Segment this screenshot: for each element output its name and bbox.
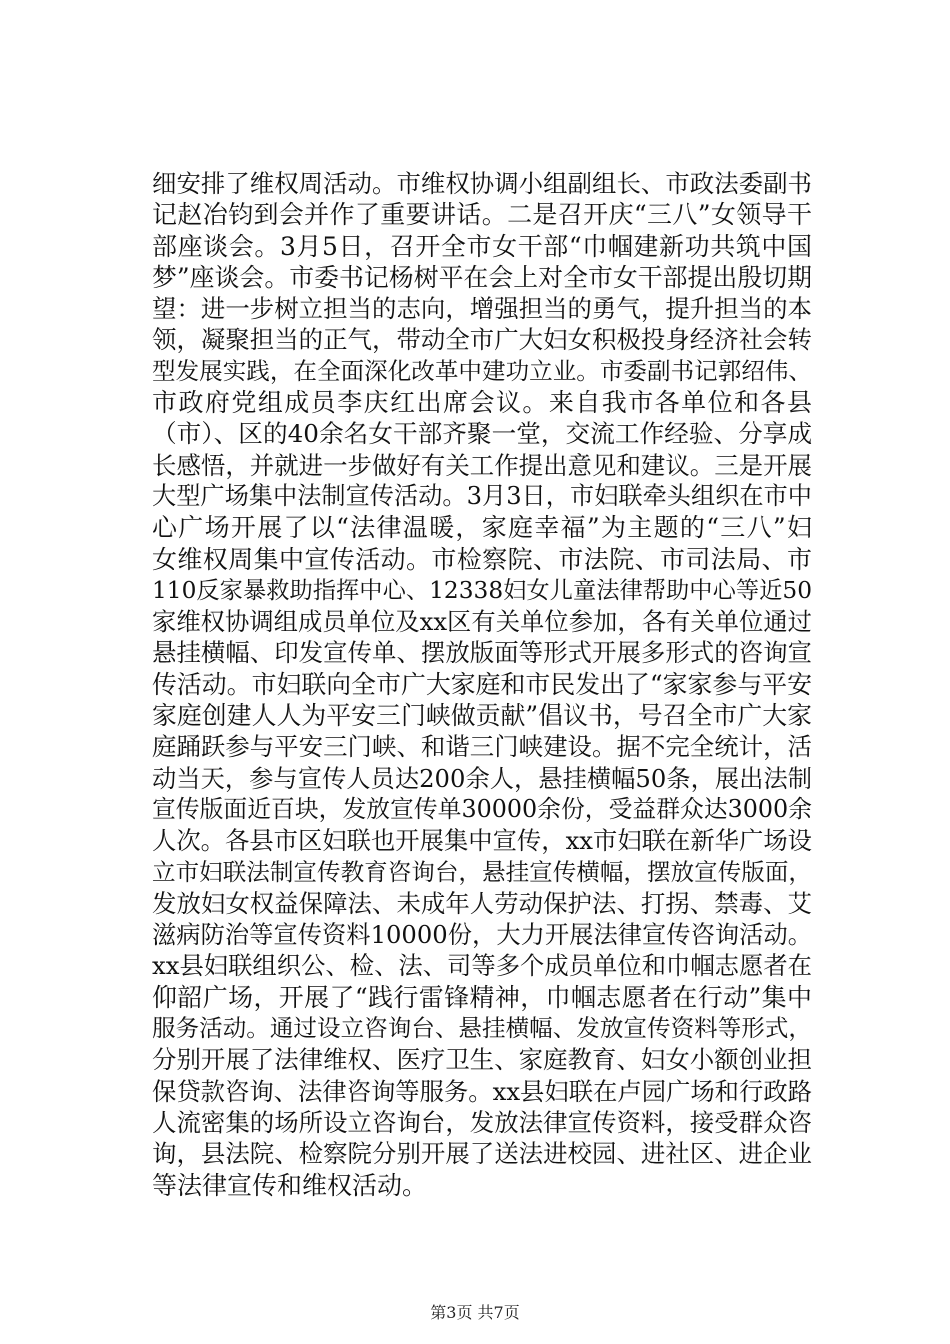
text-line: 人流密集的场所设立咨询台，发放法律宣传资料，接受群众咨 [152, 1107, 812, 1137]
text-line: 心广场开展了以“法律温暖，家庭幸福”为主题的“三八”妇 [152, 513, 812, 543]
text-line: 询，县法院、检察院分别开展了送法进校园、进社区、进企业 [152, 1139, 812, 1169]
text-line: 细安排了维权周活动。市维权协调小组副组长、市政法委副书 [152, 169, 812, 198]
text-line: xx县妇联组织公、检、法、司等多个成员单位和巾帼志愿者在 [152, 951, 812, 981]
text-line: 女维权周集中宣传活动。市检察院、市法院、市司法局、市 [152, 544, 812, 574]
text-line: 服务活动。通过设立咨询台、悬挂横幅、发放宣传资料等形式， [152, 1014, 812, 1043]
text-line: 市政府党组成员李庆红出席会议。来自我市各单位和各县 [152, 388, 812, 418]
text-line: 记赵冶钧到会并作了重要讲话。二是召开庆“三八”女领导干 [152, 200, 812, 230]
text-line: 型发展实践，在全面深化改革中建功立业。市委副书记郭绍伟、 [152, 356, 812, 385]
text-line: 悬挂横幅、印发宣传单、摆放版面等形式开展多形式的咨询宣 [152, 638, 812, 668]
text-line: 领，凝聚担当的正气，带动全市广大妇女积极投身经济社会转 [152, 325, 812, 355]
text-line: 发放妇女权益保障法、未成年人劳动保护法、打拐、禁毒、艾 [152, 888, 812, 918]
text-line: 梦”座谈会。市委书记杨树平在会上对全市女干部提出殷切期 [152, 262, 812, 292]
text-line: 分别开展了法律维权、医疗卫生、家庭教育、妇女小额创业担 [152, 1045, 812, 1075]
text-line: 保贷款咨询、法律咨询等服务。xx县妇联在卢园广场和行政路 [152, 1076, 812, 1106]
text-line: 家维权协调组成员单位及xx区有关单位参加，各有关单位通过 [152, 607, 812, 637]
text-line: 望：进一步树立担当的志向，增强担当的勇气，提升担当的本 [152, 294, 812, 324]
text-line: 等法律宣传和维权活动。 [152, 1170, 428, 1200]
text-line: 传活动。市妇联向全市广大家庭和市民发出了“家家参与平安 [152, 669, 812, 699]
text-line: 滋病防治等宣传资料10000份，大力开展法律宣传咨询活动。 [152, 920, 812, 950]
text-line: 动当天，参与宣传人员达200余人，悬挂横幅50条，展出法制 [152, 763, 812, 793]
text-line: 仰韶广场，开展了“践行雷锋精神，巾帼志愿者在行动”集中 [152, 982, 812, 1012]
text-line: 大型广场集中法制宣传活动。3月3日，市妇联牵头组织在市中 [152, 481, 812, 510]
text-line: 110反家暴救助指挥中心、12338妇女儿童法律帮助中心等近50 [152, 576, 812, 604]
text-line: 立市妇联法制宣传教育咨询台，悬挂宣传横幅，摆放宣传版面， [152, 857, 812, 886]
text-line: 家庭创建人人为平安三门峡做贡献”倡议书，号召全市广大家 [152, 701, 812, 731]
text-line: 宣传版面近百块，发放宣传单30000余份，受益群众达3000余 [152, 794, 812, 823]
text-line: 长感悟，并就进一步做好有关工作提出意见和建议。三是开展 [152, 450, 812, 480]
text-line: （市）、区的40余名女干部齐聚一堂，交流工作经验、分享成 [152, 419, 813, 449]
page-number-footer: 第3页 共7页 [430, 1303, 520, 1322]
text-line: 部座谈会。3月5日，召开全市女干部“巾帼建新功共筑中国 [152, 231, 812, 261]
text-line: 庭踊跃参与平安三门峡、和谐三门峡建设。据不完全统计，活 [152, 732, 812, 762]
body-paragraph [152, 168, 812, 1201]
text-line: 人次。各县市区妇联也开展集中宣传，xx市妇联在新华广场设 [152, 826, 812, 856]
